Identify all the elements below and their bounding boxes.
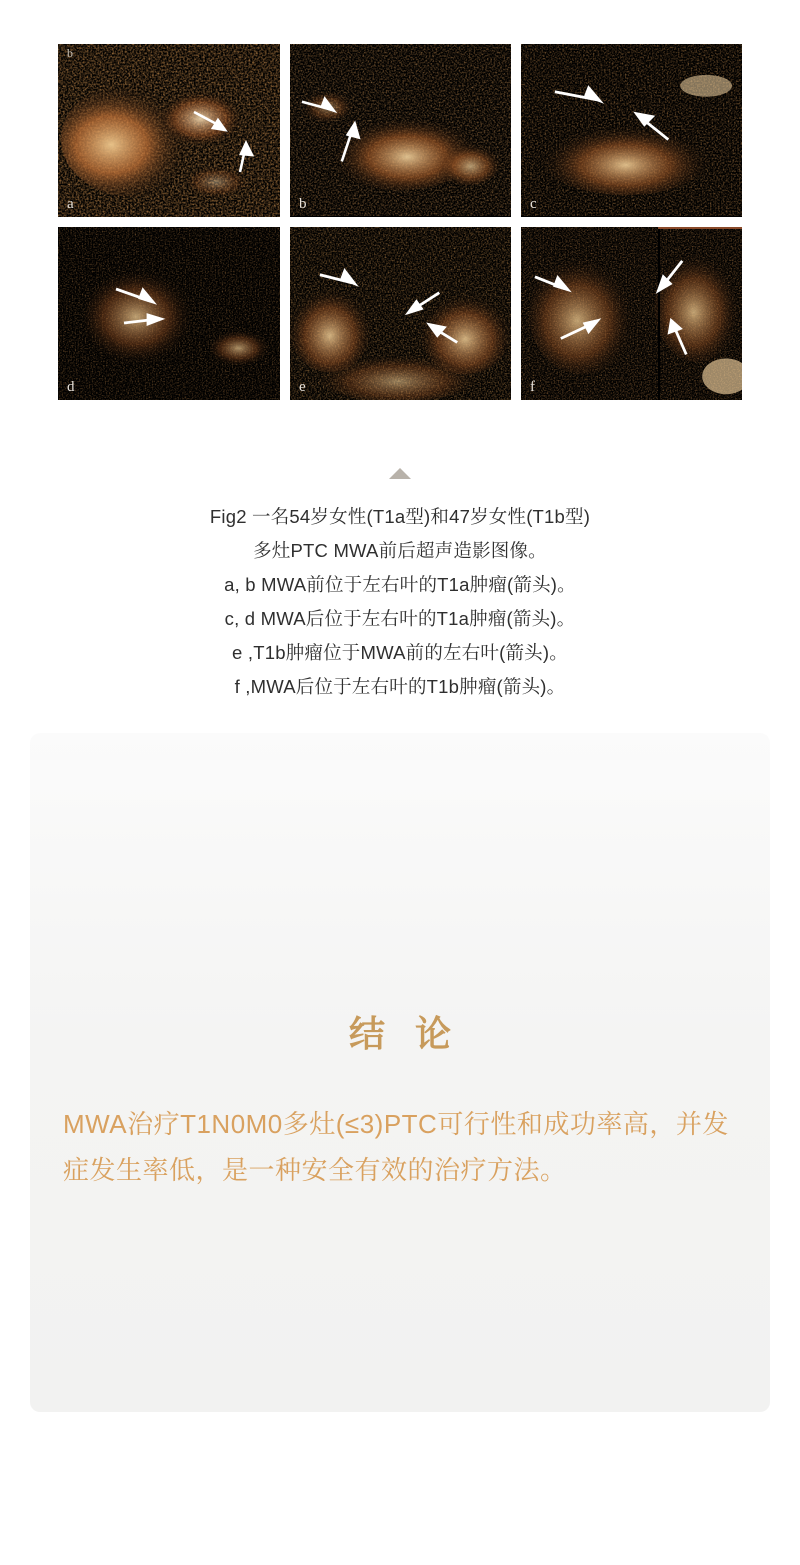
triangle-marker-icon: [389, 468, 411, 479]
caption-line-4: c, d MWA后位于左右叶的T1a肿瘤(箭头)。: [224, 608, 576, 629]
figure-image-grid: [58, 44, 742, 400]
ultrasound-panel-c: [521, 44, 742, 217]
annotation-arrows-d: [58, 227, 280, 400]
annotation-arrows-e: [290, 227, 511, 400]
ultrasound-panel-b: [290, 44, 511, 217]
annotation-arrows-f: [521, 227, 742, 400]
conclusion-title: 结 论: [348, 1013, 461, 1054]
panel-letter-e: e: [299, 379, 307, 395]
ultrasound-panel-a: [58, 44, 280, 217]
annotation-arrows-c: [521, 44, 742, 216]
panel-letter-d: d: [67, 379, 75, 395]
caption-line-1: Fig2 一名54岁女性(T1a型)和47岁女性(T1b型): [209, 506, 591, 527]
caption-line-6: f ,MWA后位于左右叶的T1b肿瘤(箭头)。: [234, 676, 566, 697]
caption-line-3: a, b MWA前位于左右叶的T1a肿瘤(箭头)。: [224, 574, 576, 595]
panel-letter-a: a: [67, 196, 75, 212]
annotation-arrows-b: [290, 44, 511, 216]
ultrasound-panel-grid: [58, 44, 742, 400]
caption-line-2: 多灶PTC MWA前后超声造影图像。: [253, 540, 547, 561]
panel-letter-b: b: [299, 196, 307, 212]
ultrasound-panel-e: [290, 227, 511, 400]
conclusion-section: [30, 733, 770, 1412]
figure-caption: [0, 500, 800, 704]
panel-letter-c: c: [530, 196, 538, 212]
panel-letter-f: f: [530, 379, 536, 395]
caption-line-5: e ,T1b肿瘤位于MWA前的左右叶(箭头)。: [232, 642, 568, 663]
conclusion-body-text: MWA治疗T1N0M0多灶(≤3)PTC可行性和成功率高，并发症发生率低，是一种安全有效的治疗方法。: [63, 1109, 729, 1185]
ultrasound-panel-d: [58, 227, 280, 400]
annotation-arrows-a: [58, 44, 280, 217]
panel-corner-letter-a: b: [67, 46, 74, 60]
ultrasound-panel-f: [521, 227, 742, 400]
